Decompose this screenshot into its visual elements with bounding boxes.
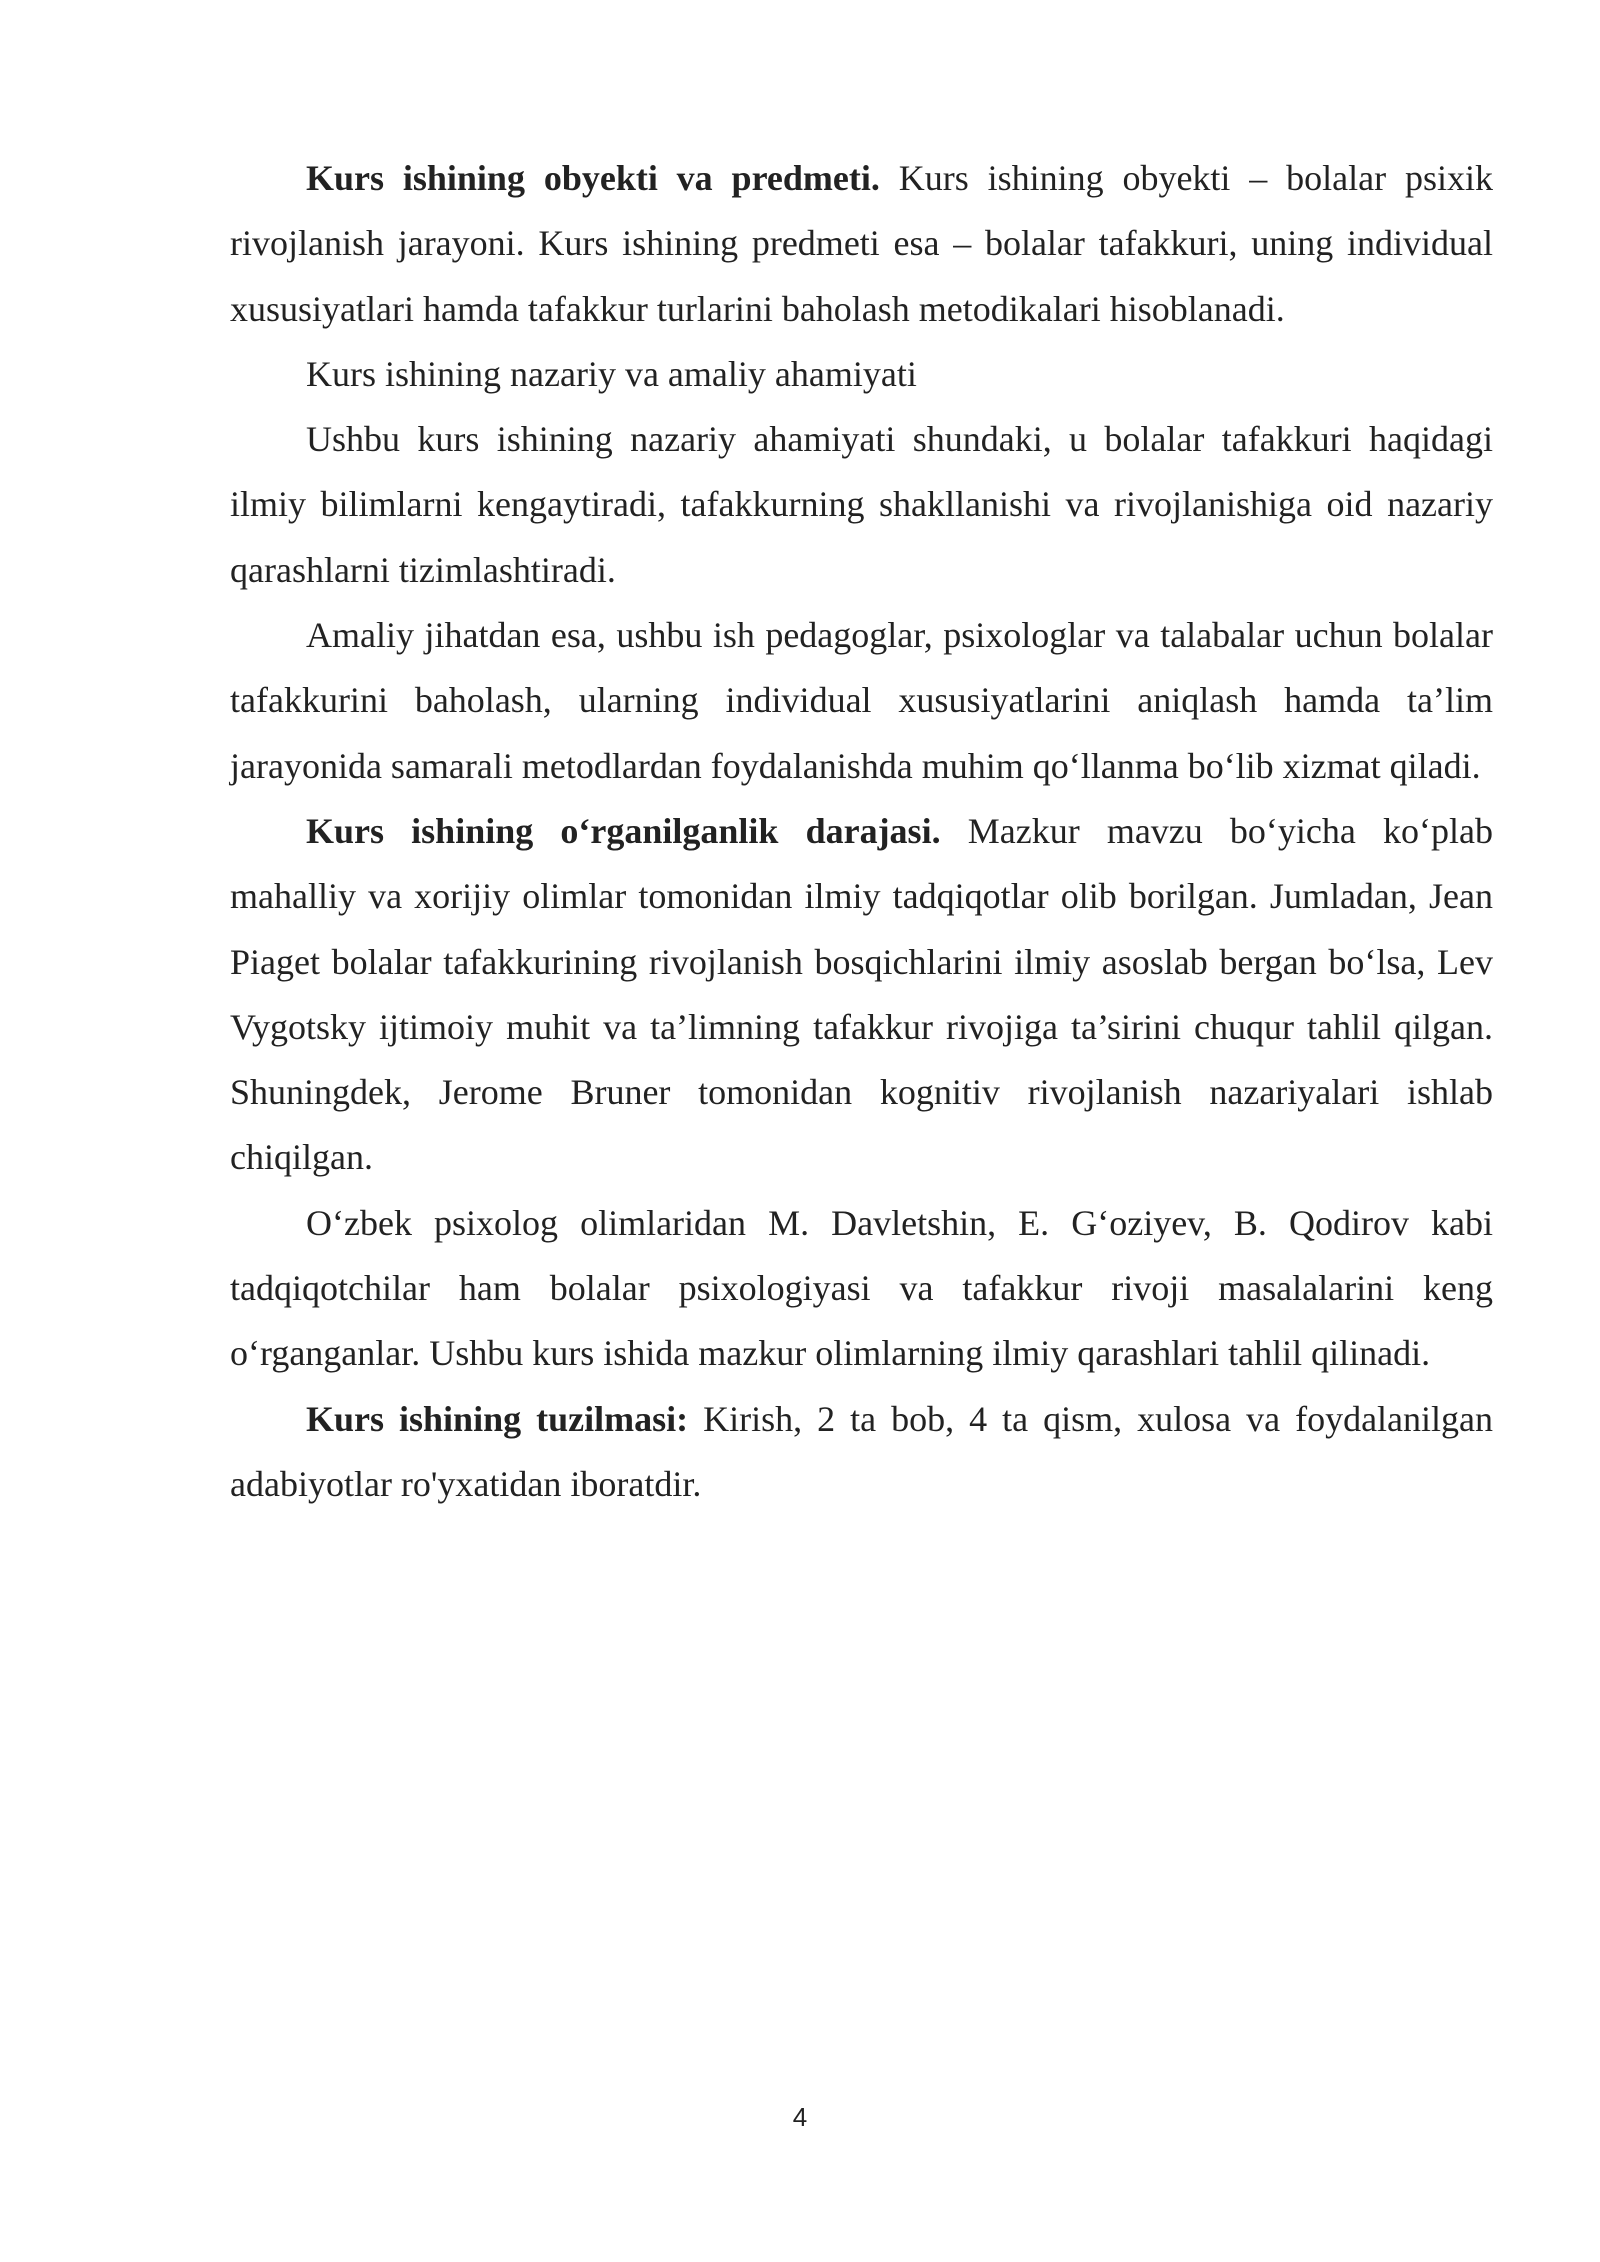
paragraph-practical-significance [230, 603, 1493, 799]
paragraph-text: Kurs ishining obyekti – bolalar psixik rivojlanish jarayoni. Kurs ishining predmeti esa – bolalar tafakkuri, uning individual xususiyatlari hamda tafakkur turlarini baholash metodikalari hisoblanadi. [230, 158, 1493, 329]
paragraph-text: Kirish, 2 ta bob, 4 ta qism, xulosa va foydalanilgan adabiyotlar ro'yxatidan iboratdir. [230, 1398, 1494, 1504]
paragraph-structure [230, 1387, 1493, 1518]
document-body [230, 146, 1493, 1517]
paragraph-significance-title [230, 342, 1493, 407]
paragraph-degree-of-study [230, 799, 1493, 1191]
paragraph-text: Mazkur mavzu bo‘yicha ko‘plab mahalliy va xorijiy olimlar tomonidan ilmiy tadqiqotlar olib borilgan. Jumladan, Jean Piaget bolalar tafakkurining rivojlanish bosqichlarini ilmiy asoslab bergan bo‘lsa, Lev Vygotsky ijtimoiy muhit va ta’limning tafakkur rivojiga ta’sirini chuqur tahlil qilgan. Shuningdek, Jerome Bruner tomonidan kognitiv rivojlanish nazariyalari ishlab chiqilgan. [230, 810, 1493, 1178]
paragraph-text: O‘zbek psixolog olimlaridan M. Davletshin, E. G‘oziyev, B. Qodirov kabi tadqiqotchilar ham bolalar psixologiyasi va tafakkur rivoji masalalarini keng o‘rganganlar. Ushbu kurs ishida mazkur olimlarning ilmiy qarashlari tahlil qilinadi. [230, 1202, 1493, 1374]
paragraph-uzbek-scholars [230, 1191, 1493, 1387]
paragraph-heading: Kurs ishining o‘rganilganlik darajasi. [306, 810, 941, 851]
paragraph-heading: Kurs ishining tuzilmasi: [306, 1398, 689, 1439]
paragraph-text: Kurs ishining nazariy va amaliy ahamiyati [306, 353, 917, 394]
paragraph-text: Amaliy jihatdan esa, ushbu ish pedagoglar, psixologlar va talabalar uchun bolalar tafakkurini baholash, ularning individual xususiyatlarini aniqlash hamda ta’lim jarayonida samarali metodlardan foydalanishda muhim qo‘llanma bo‘lib xizmat qiladi. [230, 615, 1493, 786]
paragraph-heading: Kurs ishining obyekti va predmeti. [306, 158, 880, 198]
paragraph-theoretical-significance [230, 407, 1493, 603]
page-number: 4 [792, 2102, 808, 2132]
paragraph-text: Ushbu kurs ishining nazariy ahamiyati shundaki, u bolalar tafakkuri haqidagi ilmiy bilimlarni kengaytiradi, tafakkurning shakllanishi va rivojlanishiga oid nazariy qarashlarni tizimlashtiradi. [230, 419, 1493, 590]
paragraph-object-subject [230, 146, 1493, 342]
